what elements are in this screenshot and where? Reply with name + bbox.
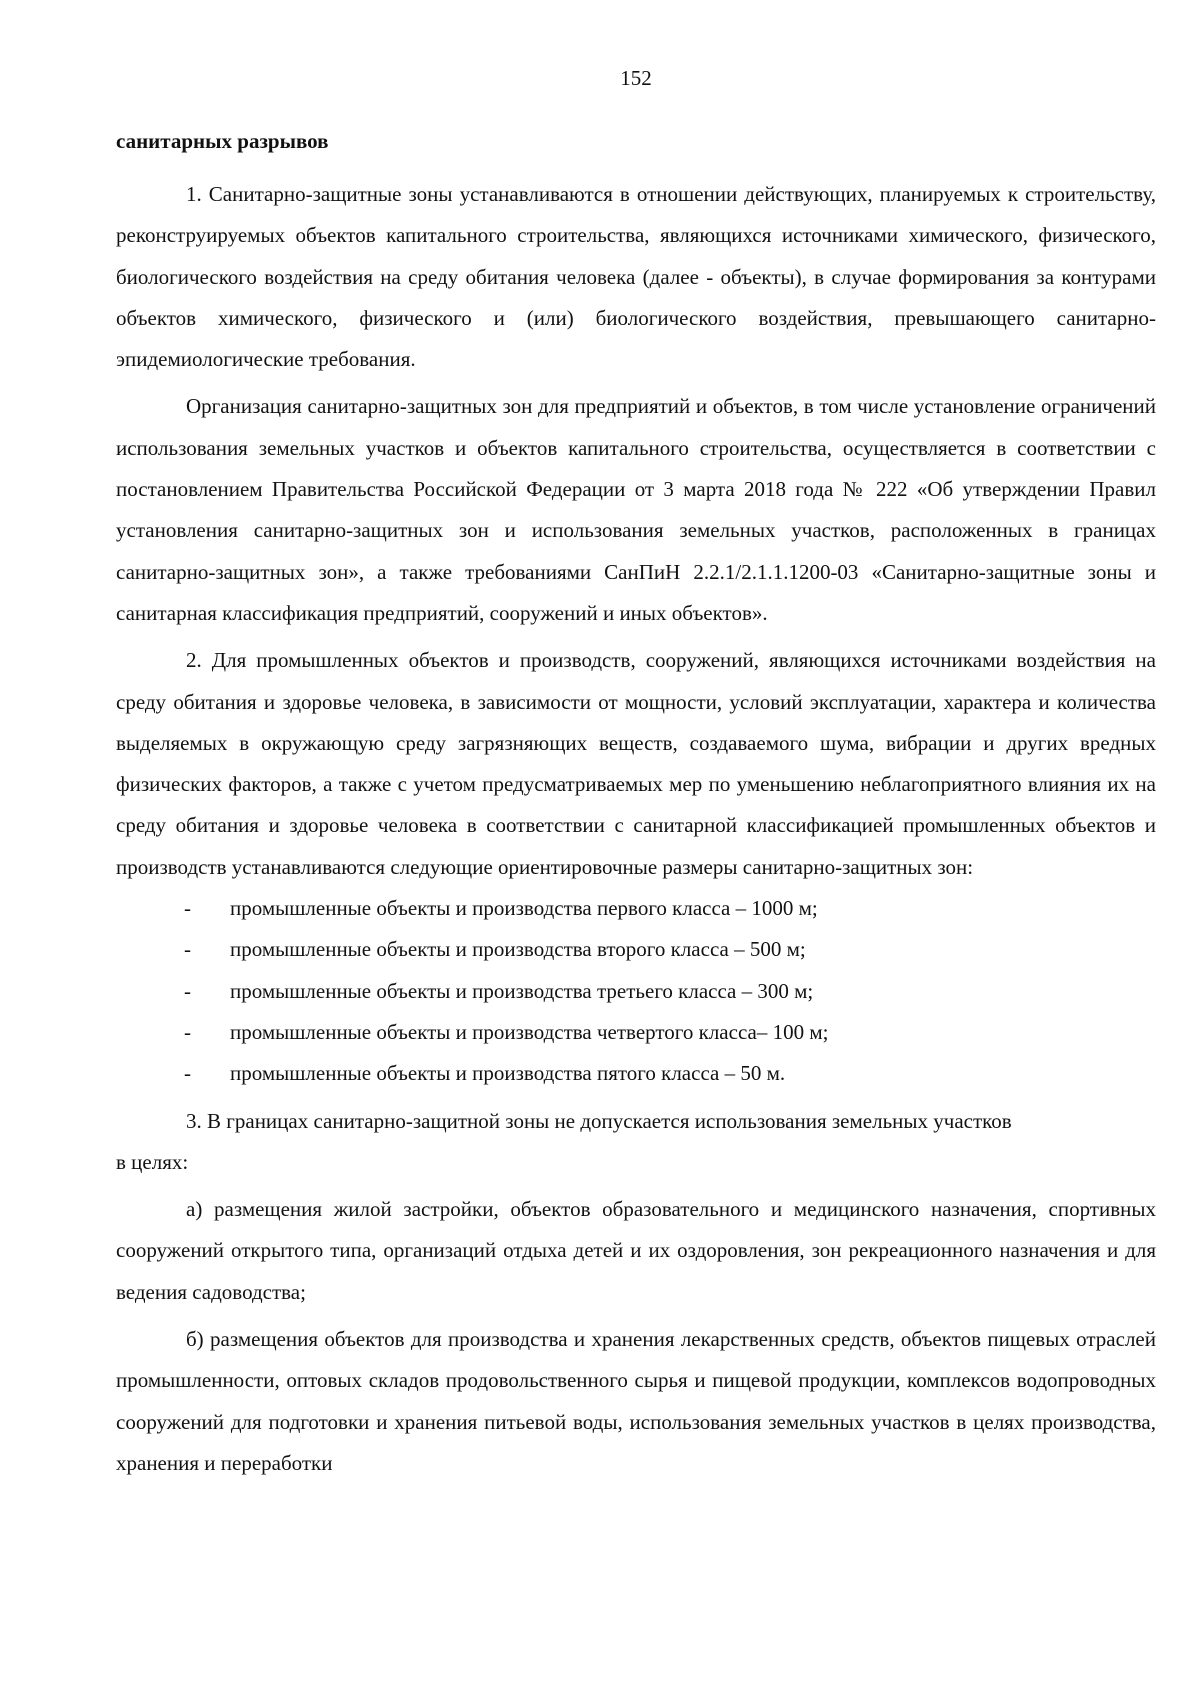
list-dash: - [184,1019,191,1044]
list-item-text: промышленные объекты и производства четвертого класса– 100 м; [230,1019,829,1044]
paragraph-item-b: б) размещения объектов для производства и хранения лекарственных средств, объектов пищевых отраслей промышленности, оптовых складов продовольственного сырья и пищевой продукции, комплексов водопроводных сооружений для подготовки и хранения питьевой воды, использования земельных участков в целях производства, хранения и переработки [116,1327,1156,1475]
paragraph-item-a: а) размещения жилой застройки, объектов образовательного и медицинского назначения, спортивных сооружений открытого типа, организаций отдыха детей и их оздоровления, зон рекреационного назначения и для ведения садоводства; [116,1197,1156,1304]
paragraph-1: 1. Санитарно-защитные зоны устанавливаются в отношении действующих, планируемых к строительству, реконструируемых объектов капитального строительства, являющихся источниками химического, физического, биологического воздействия на среду обитания человека (далее - объекты), в случае формирования за контурами объектов химического, физического и (или) биологического воздействия, превышающего санитарно-эпидемиологические требования. [116,182,1156,372]
list-item [116,888,1156,929]
paragraph-organization: Организация санитарно-защитных зон для предприятий и объектов, в том числе установление ограничений использования земельных участков и объектов капитального строительства, осуществляется в соответствии с постановлением Правительства Российской Федерации от 3 марта 2018 года № 222 «Об утверждении Правил установления санитарно-защитных зон и использования земельных участков, расположенных в границах санитарно-защитных зон», а также требованиями СанПиН 2.2.1/2.1.1.1200-03 «Санитарно-защитные зоны и санитарная классификация предприятий, сооружений и иных объектов». [116,394,1156,625]
page-number: 152 [620,66,652,90]
list-item-text: промышленные объекты и производства пятого класса – 50 м. [230,1061,786,1086]
list-dash: - [184,1061,191,1086]
document-page [116,66,1156,1484]
zone-size-list [116,888,1156,1094]
list-item [116,1053,1156,1094]
section-heading: санитарных разрывов [116,129,329,153]
list-dash: - [184,978,191,1003]
list-dash: - [184,896,191,921]
paragraph-3-line: 3. В границах санитарно-защитной зоны не допускается использования земельных участков [186,1108,1012,1133]
paragraph-3-continuation: в целях: [116,1149,189,1174]
list-item [116,929,1156,970]
list-item [116,971,1156,1012]
list-item-text: промышленные объекты и производства первого класса – 1000 м; [230,896,818,921]
list-item-text: промышленные объекты и производства третьего класса – 300 м; [230,978,814,1003]
paragraph-2: 2. Для промышленных объектов и производств, сооружений, являющихся источниками воздействия на среду обитания и здоровье человека, в зависимости от мощности, условий эксплуатации, характера и количества выделяемых в окружающую среду загрязняющих веществ, создаваемого шума, вибрации и других вредных физических факторов, а также с учетом предусматриваемых мер по уменьшению неблагоприятного влияния их на среду обитания и здоровье человека в соответствии с санитарной классификацией промышленных объектов и производств устанавливаются следующие ориентировочные размеры санитарно-защитных зон: [116,648,1156,879]
list-item-text: промышленные объекты и производства второго класса – 500 м; [230,937,806,962]
list-item [116,1012,1156,1053]
list-dash: - [184,937,191,962]
